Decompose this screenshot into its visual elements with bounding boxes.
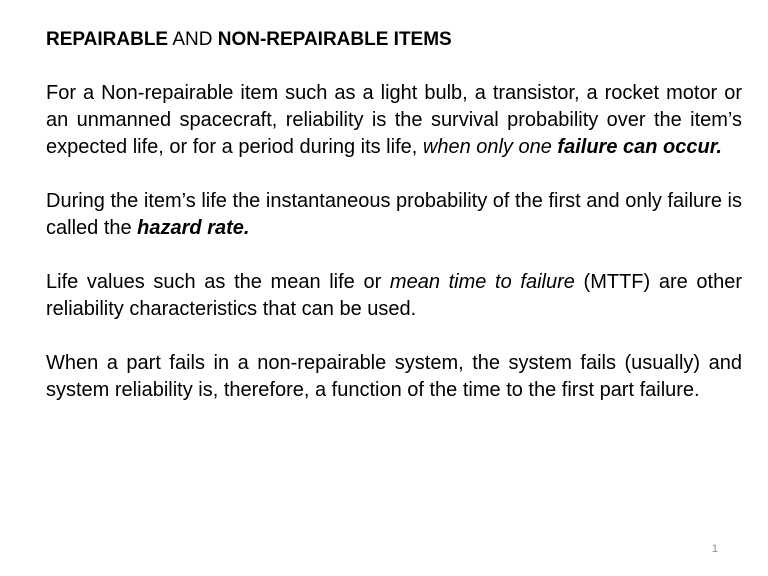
paragraph-3-text-start: Life values such as the mean life or [46, 271, 390, 293]
paragraph-3-italic: mean time to failure [389, 271, 575, 293]
title-non-repairable-items: NON-REPAIRABLE ITEMS [217, 29, 452, 50]
slide-content [46, 26, 742, 404]
title-and: AND [168, 29, 218, 50]
paragraph-mttf [46, 269, 742, 323]
paragraph-2-text: During the item’s life the instantaneous probability of the first and only failure is called the [46, 190, 742, 239]
slide-title [46, 26, 742, 53]
paragraph-1-text: For a Non-repairable item such as a light bulb, a transistor, a rocket motor or an unmanned spacecraft, reliability is the survival probability over the item’s expected life, or for a period during its life, [46, 82, 742, 158]
page-number: 1 [711, 543, 718, 555]
paragraph-3-text-end: (MTTF) are other reliability characteristics that can be used. [46, 271, 743, 320]
paragraph-1-italic: when only one [422, 136, 558, 158]
paragraph-2-emphasis: hazard rate. [137, 217, 250, 239]
paragraph-non-repairable-definition [46, 80, 742, 161]
paragraph-hazard-rate [46, 188, 742, 242]
title-repairable: REPAIRABLE [46, 29, 169, 50]
paragraph-system-failure [46, 350, 742, 404]
paragraph-4-text: When a part fails in a non-repairable system, the system fails (usually) and system reliability is, therefore, a function of the time to the first part failure. [46, 352, 742, 401]
paragraph-1-emphasis: failure can occur. [557, 136, 722, 158]
